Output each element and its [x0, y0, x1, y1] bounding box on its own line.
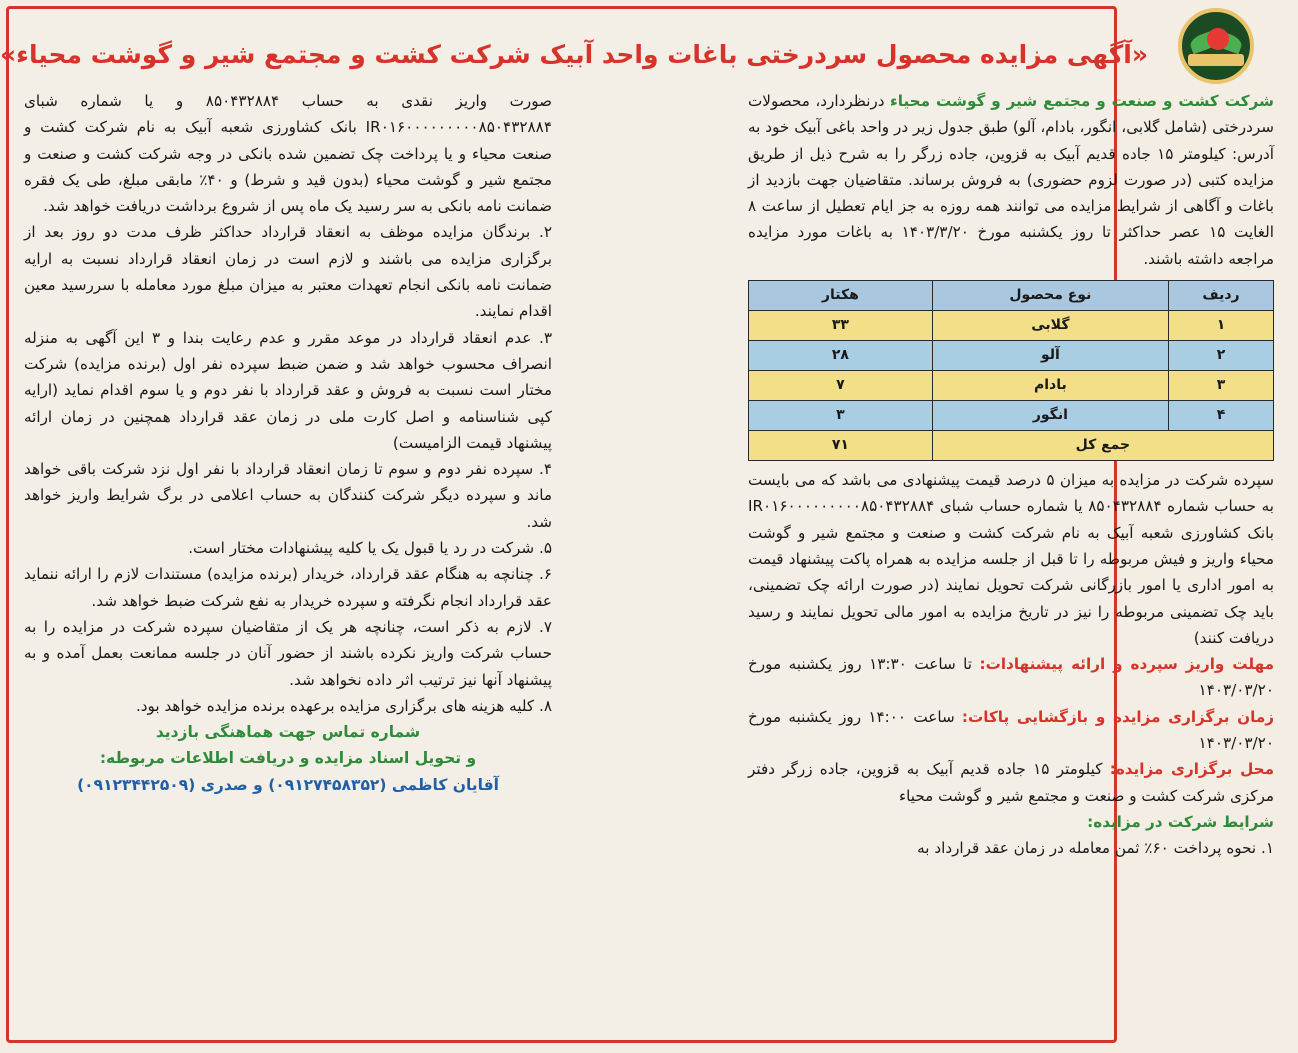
header-product: نوع محصول — [932, 281, 1168, 311]
notice-title: «آگهی مزایده محصول سردرختی باغات واحد آبیک شرکت کشت و مجتمع شیر و گوشت محیاء» — [0, 40, 1148, 69]
table-row — [749, 401, 1274, 431]
cell-hectare: ۳ — [749, 401, 933, 431]
company-name: شرکت کشت و صنعت و مجتمع شیر و گوشت محیاء — [890, 92, 1274, 110]
cell-product: بادام — [932, 371, 1168, 401]
conditions-heading — [748, 809, 1274, 835]
cell-hectare: ۷ — [749, 371, 933, 401]
condition-3: ۳. عدم انعقاد قرارداد در موعد مقرر و عدم رعایت بندا و ۳ این آگهی به منزله انصراف محسوب خواهد شد و ضمن ضبط سپرده نفر اول (برنده مزایده) شرکت مختار است نسبت به فروش و عقد قرارداد با نفر دوم و یا سوم اقدام نماید (ارایه کپی شناسنامه و اصل کارت ملی در زمان عقد قرارداد همچنین در زمان ارائه پیشنهاد قیمت الزامیست) — [24, 328, 552, 452]
cell-row-number: ۴ — [1169, 401, 1274, 431]
contact-subheading: و تحویل اسناد مزایده و دریافت اطلاعات مربوطه: — [99, 749, 477, 768]
session-line — [748, 704, 1274, 757]
cell-product: آلو — [932, 341, 1168, 371]
conditions-label: شرایط شرکت در مزایده: — [1087, 812, 1274, 831]
cell-row-number: ۳ — [1169, 371, 1274, 401]
company-emblem-icon — [1178, 8, 1254, 84]
cell-hectare: ۲۸ — [749, 341, 933, 371]
intro-text: درنظردارد، محصولات سردرختی (شامل گلابی، انگور، بادام، آلو) طبق جدول زیر در واحد باغی آبیک خود به آدرس: کیلومتر ۱۵ جاده قدیم آبیک به قزوین، جاده زرگر را به شرح ذیل از طریق مزایده کتبی (در صورت لزوم حضوری) به فروش برساند. متقاضیان جهت بازدید از باغات و آگاهی از شرایط مزایده می توانند همه روزه به جز ایام تعطیل از ساعت ۸ الغایت ۱۵ عصر حداکثر تا روز یکشنبه مورخ ۱۴۰۳/۳/۲۰ به باغات مورد مزایده مراجعه داشته باشند. — [748, 92, 1274, 268]
table-row — [749, 311, 1274, 341]
cell-row-number: ۱ — [1169, 311, 1274, 341]
condition-1-continued: صورت واریز نقدی به حساب ۸۵۰۴۳۲۸۸۴ و یا شماره شبای IR۰۱۶۰۰۰۰۰۰۰۰۰۸۵۰۴۳۲۸۸۴ بانک کشاورزی شعبه آبیک به نام شرکت کشت و صنعت محیاء و یا پرداخت چک تضمین شده بانکی در وجه شرکت کشت و صنعت و مجتمع شیر و گوشت محیاء (بدون قید و شرط) و ۴۰٪ مابقی مبلغ، طی یک فقره ضمانت نامه بانکی به سر رسید یک ماه پس از شروع برداشت دریافت خواهد شد. — [24, 92, 552, 216]
total-value: ۷۱ — [749, 431, 933, 461]
session-label: زمان برگزاری مزایده و بازگشایی پاکات: — [961, 707, 1274, 726]
table-total-row — [749, 431, 1274, 461]
left-column — [24, 88, 552, 1047]
cell-hectare: ۳۳ — [749, 311, 933, 341]
lots-table — [748, 280, 1274, 461]
condition-5: ۵. شرکت در رد یا قبول یک یا کلیه پیشنهادات مختار است. — [188, 539, 552, 558]
table-row — [749, 341, 1274, 371]
venue-line — [748, 756, 1274, 809]
venue-value: کیلومتر ۱۵ جاده قدیم آبیک به قزوین، جاده زرگر دفتر مرکزی شرکت کشت و صنعت و مجتمع شیر و گوشت محیاء — [748, 760, 1274, 805]
deposit-paragraph: سپرده شرکت در مزایده به میزان ۵ درصد قیمت پیشنهادی می باشد که می بایست به حساب شماره ۸۵۰۴۳۲۸۸۴ یا شماره حساب شبای IR۰۱۶۰۰۰۰۰۰۰۰۰۸۵۰۴۳۲۸۸۴ بانک کشاورزی شعبه آبیک به نام شرکت کشت و صنعت و مجتمع شیر و گوشت محیاء واریز و فیش مربوطه را تا قبل از جلسه مزایده به همراه پاکت پیشنهاد قیمت به امور اداری یا امور بازرگانی شرکت تحویل نمایند (در صورت ارائه چک تضمینی، باید چک تضمینی مربوطه را نیز در تاریخ مزایده به امور مالی تحویل نمایند و رسید دریافت کنند) — [748, 471, 1275, 647]
condition-1-start: ۱. نحوه پرداخت ۶۰٪ ثمن معامله در زمان عقد قرارداد به — [917, 839, 1274, 858]
condition-6: ۶. چنانچه به هنگام عقد قرارداد، خریدار (برنده مزایده) مستندات لازم را ارائه ننماید عقد قرارداد انجام نگرفته و سپرده خریدار به نفع شرکت ضبط خواهد شد. — [24, 565, 552, 610]
condition-4: ۴. سپرده نفر دوم و سوم تا زمان انعقاد قرارداد با نفر اول نزد شرکت باقی خواهد ماند و سپرده دیگر شرکت کنندگان به حساب اعلامی در برگ شرایط واریز خواهد شد. — [24, 460, 552, 531]
cell-product: گلابی — [932, 311, 1168, 341]
condition-7: ۷. لازم به ذکر است، چنانچه هر یک از متقاضیان سپرده شرکت در مزایده را به حساب شرکت واریز نکرده باشند از حضور آنان در جلسه ممانعت بعمل آمده و به پیشنهاد آنها نیز ترتیب اثر داده نخواهد شد. — [24, 617, 552, 689]
total-label: جمع کل — [932, 431, 1273, 461]
contact-heading: شماره تماس جهت هماهنگی بازدید — [155, 723, 421, 742]
intro-paragraph — [748, 88, 1274, 272]
table-header-row — [749, 281, 1274, 311]
contact-numbers: آقایان کاظمی (۰۹۱۲۷۴۵۸۳۵۲) و صدری (۰۹۱۲۳۴۴۲۵۰۹) — [77, 775, 499, 794]
deadline-label: مهلت واریز سپرده و ارائه پیشنهادات: — [979, 655, 1275, 674]
cell-row-number: ۲ — [1169, 341, 1274, 371]
session-value: ساعت ۱۴:۰۰ روز یکشنبه مورخ ۱۴۰۳/۰۳/۲۰ — [748, 707, 1274, 753]
deadline-value: تا ساعت ۱۳:۳۰ روز یکشنبه مورخ ۱۴۰۳/۰۳/۲۰ — [748, 655, 1274, 700]
right-column — [748, 88, 1274, 1047]
header-hectare: هکتار — [749, 281, 933, 311]
condition-8: ۸. کلیه هزینه های برگزاری مزایده برعهده برنده مزایده خواهد بود. — [135, 696, 552, 715]
condition-2: ۲. برندگان مزایده موظف به انعقاد قرارداد حداکثر ظرف مدت دو روز بعد از برگزاری مزایده می باشند و لازم است در زمان انعقاد قرارداد نسبت به ارایه ضمانت نامه بانکی انجام تعهدات معتبر به میزان مبلغ مورد معامله با سررسید معین اقدام نمایند. — [24, 223, 552, 321]
cell-product: انگور — [932, 401, 1168, 431]
table-row — [749, 371, 1274, 401]
header-row-number: ردیف — [1169, 281, 1274, 311]
deadline-line — [748, 651, 1274, 704]
venue-label: محل برگزاری مزایده: — [1109, 760, 1274, 779]
